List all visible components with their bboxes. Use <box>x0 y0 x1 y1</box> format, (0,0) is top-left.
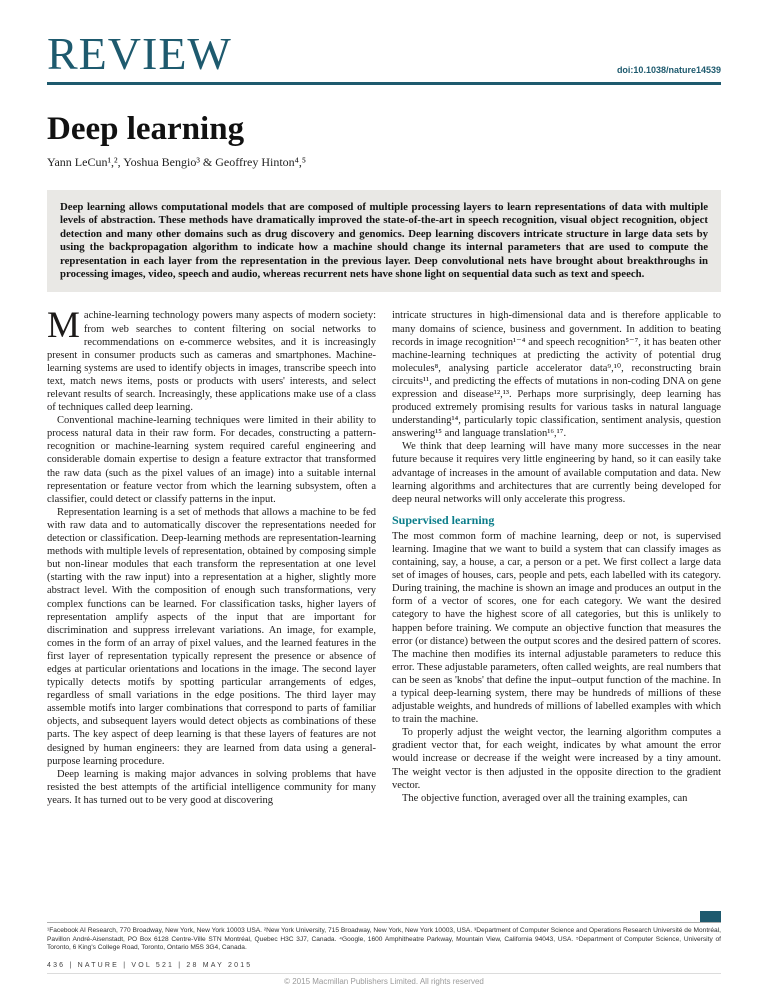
left-column <box>47 309 376 916</box>
paragraph: We think that deep learning will have many more successes in the near future because it requires very little engineering by hand, so it can easily take advantage of increases in the amount of available computation and data. New learning algorithms and architectures that are currently being developed for deep neural networks will only accelerate this progress. <box>392 441 721 505</box>
page-footer <box>47 916 721 986</box>
paragraph <box>47 309 376 414</box>
doi-text: doi:10.1038/nature14539 <box>616 65 721 75</box>
affiliations-text: ¹Facebook AI Research, 770 Broadway, New York, New York 10003 USA. ²New York University, 715 Broadway, New York, New York 10003, USA. ³Department of Computer Science and Operations Research Université de Montréal, Pavillon André-Aisenstadt, PO Box 6128 Centre-Ville STN Montréal, Quebec H3C 3J7, Canada. ⁴Google, 1600 Amphitheatre Parkway, Mountain View, California 94043, USA. ⁵Department of Computer Science, University of Toronto, 6 King's College Road, Toronto, Ontario M5S 3G4, Canada. <box>47 927 721 952</box>
footer-row <box>47 962 721 969</box>
paragraph: Representation learning is a set of methods that allows a machine to be fed with raw data and to automatically discover the representations needed for detection or classification. Deep-learning methods are representation-learning methods with multiple levels of representation, obtained by composing simple but non-linear modules that each transform the representation at one level (starting with the raw input) into a representation at a higher, slightly more abstract level. With the composition of enough such transformations, very complex functions can be learned. For classification tasks, higher layers of representation amplify aspects of the input that are important for discrimination and suppress irrelevant variations. An image, for example, comes in the form of an array of pixel values, and the learned features in the first layer of representation typically represent the presence or absence of edges at particular orientations and locations in the image. The second layer typically detects motifs by spotting particular arrangements of edges, regardless of small variations in the edge positions. The third layer may assemble motifs into larger combinations that correspond to parts of familiar objects, and subsequent layers would detect objects as combinations of these parts. The key aspect of deep learning is that these layers of features are not designed by human engineers: they are learned from data using a general-purpose learning procedure. <box>47 506 376 767</box>
masthead-row <box>47 30 721 78</box>
masthead <box>47 30 721 85</box>
right-column <box>392 309 721 916</box>
page-tab-decoration <box>700 911 721 922</box>
section-kicker: REVIEW <box>47 28 232 79</box>
article-title: Deep learning <box>47 111 245 147</box>
paragraph: The most common form of machine learning, deep or not, is supervised learning. Imagine that we want to build a system that can classify images as containing, say, a house, a car, a person or a pet. We first collect a large data set of images of houses, cars, people and pets, each labelled with its category. During training, the machine is shown an image and produces an output in the form of a vector of scores, one for each category. We want the desired category to have the highest score of all categories, but this is unlikely to happen before training. We compute an objective function that measures the error (or distance) between the output scores and the desired pattern of scores. The machine then modifies its internal adjustable parameters to reduce this error. These adjustable parameters, often called weights, are real numbers that can be seen as 'knobs' that define the input–output function of the machine. In a typical deep-learning system, there may be hundreds of millions of these adjustable weights, and hundreds of millions of labelled examples with which to train the machine. <box>392 530 721 726</box>
section-heading-supervised-learning: Supervised learning <box>392 512 495 527</box>
dropcap: M <box>47 309 80 347</box>
paragraph-text: achine-learning technology powers many aspects of modern society: from web searches to content filtering on social networks to recommendations on e-commerce websites, and it is increasingly present in consumer products such as cameras and smartphones. Machine-learning systems are used to identify objects in images, transcribe speech into text, match news items, posts or products with users' interests, and select relevant results of search. Increasingly, these applications make use of a class of techniques called deep learning. <box>47 310 376 414</box>
article-authors: Yann LeCun¹,², Yoshua Bengio³ & Geoffrey Hinton⁴,⁵ <box>47 155 307 169</box>
paragraph: The objective function, averaged over all the training examples, can <box>402 792 688 804</box>
masthead-rule <box>47 82 721 85</box>
paragraph: Conventional machine-learning techniques were limited in their ability to process natural data in their raw form. For decades, constructing a pattern-recognition or machine-learning system required careful engineering and considerable domain expertise to design a feature extractor that transformed the raw data (such as the pixel values of an image) into a suitable internal representation or feature vector from which the learning subsystem, often a classifier, could detect or classify patterns in the input. <box>47 415 376 505</box>
body-columns <box>47 309 721 916</box>
paragraph: To properly adjust the weight vector, the learning algorithm computes a gradient vector that, for each weight, indicates by what amount the error would increase or decrease if the weight were increased by a tiny amount. The weight vector is then adjusted in the opposite direction to the gradient vector. <box>392 727 721 791</box>
abstract: Deep learning allows computational models that are composed of multiple processing layers to learn representations of data with multiple levels of abstraction. These methods have dramatically improved the state-of-the-art in speech recognition, visual object recognition, object detection and many other domains such as drug discovery and genomics. Deep learning discovers intricate structure in large data sets by using the backpropagation algorithm to indicate how a machine should change its internal parameters that are used to compute the representation in each layer from the representation in the previous layer. Deep convolutional nets have brought about breakthroughs in processing images, video, speech and audio, whereas recurrent nets have shone light on sequential data such as text and speech. <box>47 190 721 292</box>
paragraph: Deep learning is making major advances in solving problems that have resisted the best attempts of the artificial intelligence community for many years. It has turned out to be very good at discovering <box>47 768 376 806</box>
paragraph: intricate structures in high-dimensional data and is therefore applicable to many domains of science, business and government. In addition to beating records in image recognition¹⁻⁴ and speech recognition⁵⁻⁷, it has beaten other machine-learning techniques at predicting the activity of potential drug molecules⁸, analysing particle accelerator data⁹,¹⁰, reconstructing brain circuits¹¹, and predicting the effects of mutations in non-coding DNA on gene expression and disease¹²,¹³. Perhaps more surprisingly, deep learning has produced extremely promising results for various tasks in natural language understanding¹⁴, particularly topic classification, sentiment analysis, question answering¹⁵ and language translation¹⁶,¹⁷. <box>392 310 721 440</box>
copyright-notice: © 2015 Macmillan Publishers Limited. All rights reserved <box>47 973 721 986</box>
affiliations-block <box>47 922 721 953</box>
page-info: 436 | NATURE | VOL 521 | 28 MAY 2015 <box>47 962 253 969</box>
